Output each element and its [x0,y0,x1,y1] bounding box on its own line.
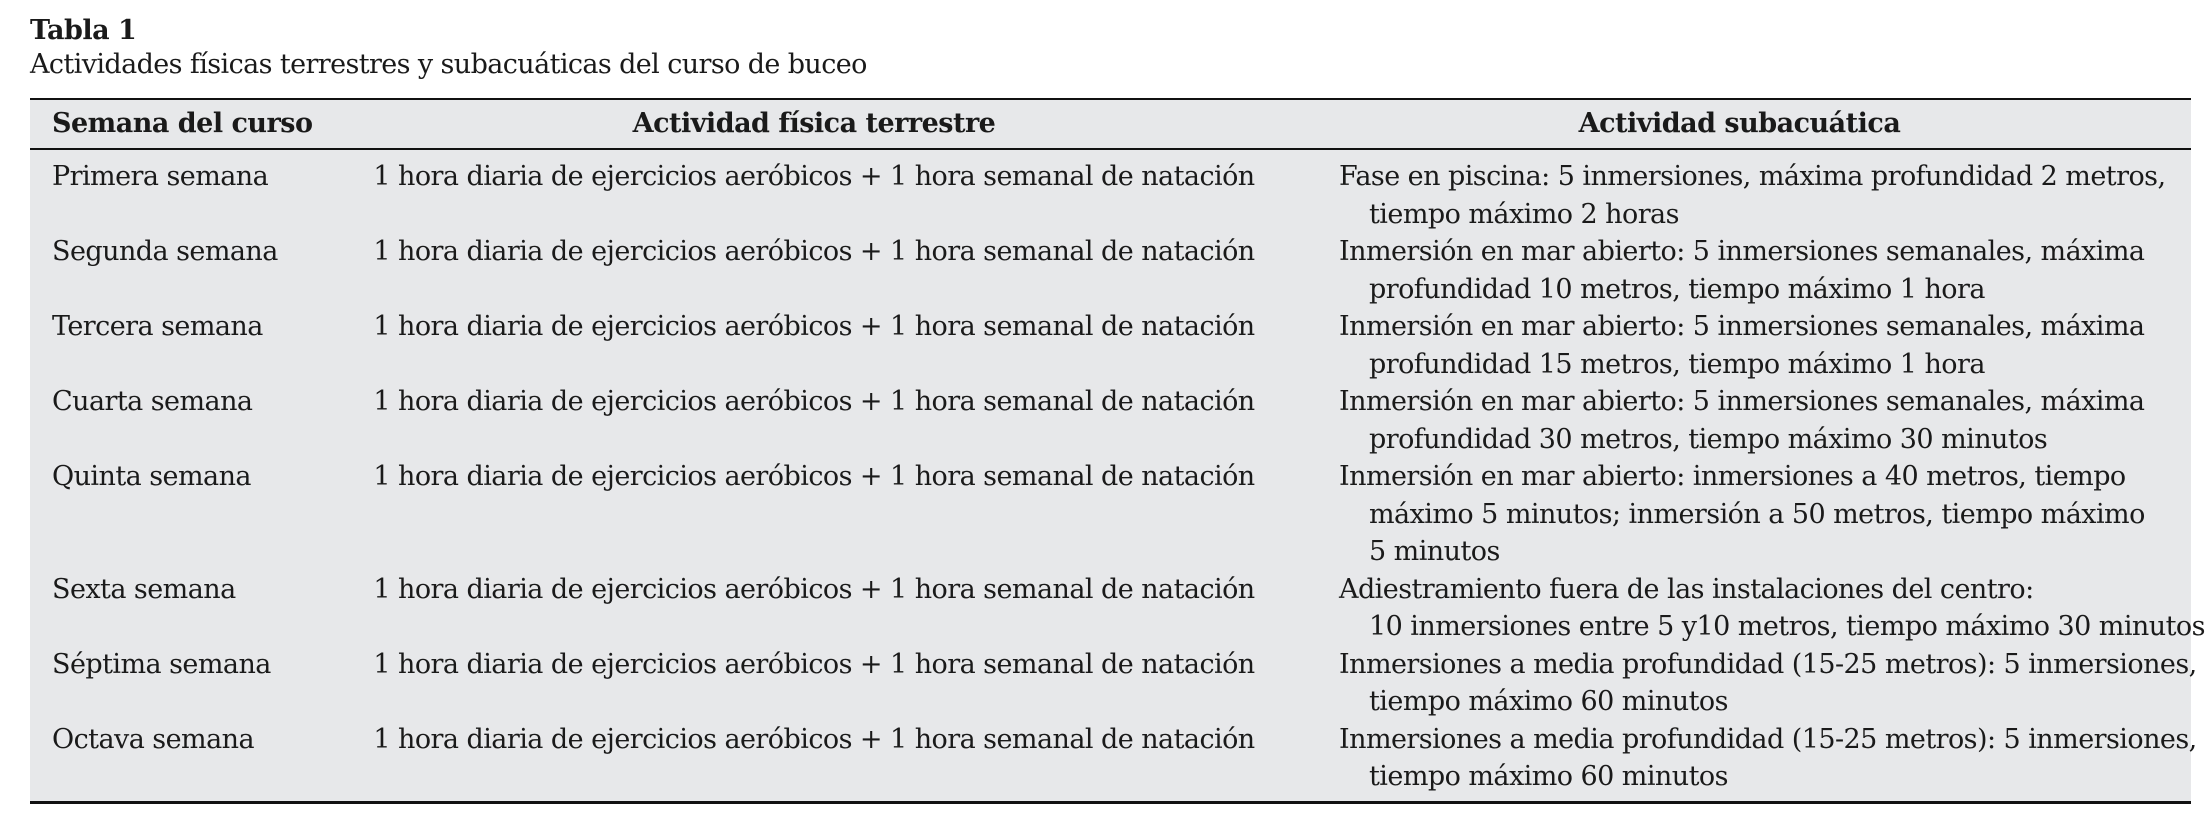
cell-terrestrial-activity: 1 hora diaria de ejercicios aeróbicos + 1 hora semanal de natación [373,236,1255,267]
subaquatic-line: máximo 5 minutos; inmersión a 50 metros, tiempo máximo [1369,498,2145,530]
cell-week: Sexta semana [52,573,236,605]
table-row [30,571,2191,646]
column-header-week: Semana del curso [30,100,340,149]
subaquatic-line: Inmersión en mar abierto: inmersiones a 40 metros, tiempo [1339,461,2126,492]
table-caption [30,14,2190,82]
subaquatic-line: tiempo máximo 2 horas [1369,198,1679,230]
table-row [30,149,2191,233]
column-header-subaquatic: Actividad subacuática [1288,100,2191,149]
cell-week: Segunda semana [52,236,278,267]
subaquatic-line: Inmersiones a media profundidad (15-25 metros): 5 inmersiones, [1339,648,2197,680]
subaquatic-line: 5 minutos [1369,536,1500,567]
cell-terrestrial-activity: 1 hora diaria de ejercicios aeróbicos + 1 hora semanal de natación [373,648,1255,680]
subaquatic-line: profundidad 10 metros, tiempo máximo 1 hora [1369,273,1985,305]
table-row [30,646,2191,721]
subaquatic-line: Inmersión en mar abierto: 5 inmersiones semanales, máxima [1339,236,2145,267]
subaquatic-line: Adiestramiento fuera de las instalaciones del centro: [1339,573,2034,605]
cell-subaquatic-activity [1288,646,2197,721]
cell-terrestrial-activity: 1 hora diaria de ejercicios aeróbicos + 1 hora semanal de natación [373,161,1255,192]
subaquatic-line: profundidad 15 metros, tiempo máximo 1 hora [1369,348,1985,380]
cell-week: Séptima semana [52,648,271,680]
subaquatic-line: tiempo máximo 60 minutos [1369,761,1728,792]
subaquatic-line: 10 inmersiones entre 5 y10 metros, tiempo máximo 30 minutos [1369,611,2205,642]
subaquatic-line: Fase en piscina: 5 inmersiones, máxima profundidad 2 metros, [1339,161,2166,192]
table-row [30,308,2191,383]
table-row [30,458,2191,571]
table-row [30,721,2191,801]
cell-terrestrial-activity: 1 hora diaria de ejercicios aeróbicos + 1 hora semanal de natación [373,386,1255,417]
table-title: Actividades físicas terrestres y subacuáticas del curso de buceo [30,49,867,80]
cell-subaquatic-activity [1288,721,2197,801]
cell-subaquatic-activity [1288,233,2191,308]
cell-week: Cuarta semana [52,386,253,417]
cell-subaquatic-activity [1288,458,2191,571]
cell-subaquatic-activity [1288,383,2191,458]
table-body [30,149,2205,801]
subaquatic-line: profundidad 30 metros, tiempo máximo 30 minutos [1369,423,2048,455]
table-row [30,383,2191,458]
cell-terrestrial-activity: 1 hora diaria de ejercicios aeróbicos + 1 hora semanal de natación [373,311,1255,342]
cell-terrestrial-activity: 1 hora diaria de ejercicios aeróbicos + 1 hora semanal de natación [373,573,1255,605]
cell-terrestrial-activity: 1 hora diaria de ejercicios aeróbicos + 1 hora semanal de natación [373,723,1255,755]
table-row [30,233,2191,308]
subaquatic-line: Inmersión en mar abierto: 5 inmersiones semanales, máxima [1339,386,2145,417]
column-header-terrestrial: Actividad física terrestre [340,100,1288,149]
subaquatic-line: Inmersión en mar abierto: 5 inmersiones semanales, máxima [1339,311,2145,342]
cell-subaquatic-activity [1288,571,2205,646]
cell-week: Tercera semana [52,311,263,342]
cell-subaquatic-activity [1288,308,2191,383]
table-label: Tabla 1 [30,15,137,46]
subaquatic-line: tiempo máximo 60 minutos [1369,686,1728,717]
cell-week: Quinta semana [52,461,251,492]
cell-week: Octava semana [52,723,255,755]
cell-subaquatic-activity [1288,149,2191,233]
cell-terrestrial-activity: 1 hora diaria de ejercicios aeróbicos + 1 hora semanal de natación [373,461,1255,492]
subaquatic-line: Inmersiones a media profundidad (15-25 metros): 5 inmersiones, [1339,723,2197,755]
activities-table [30,98,2205,804]
cell-week: Primera semana [52,161,269,192]
table-header-row [30,100,2191,149]
